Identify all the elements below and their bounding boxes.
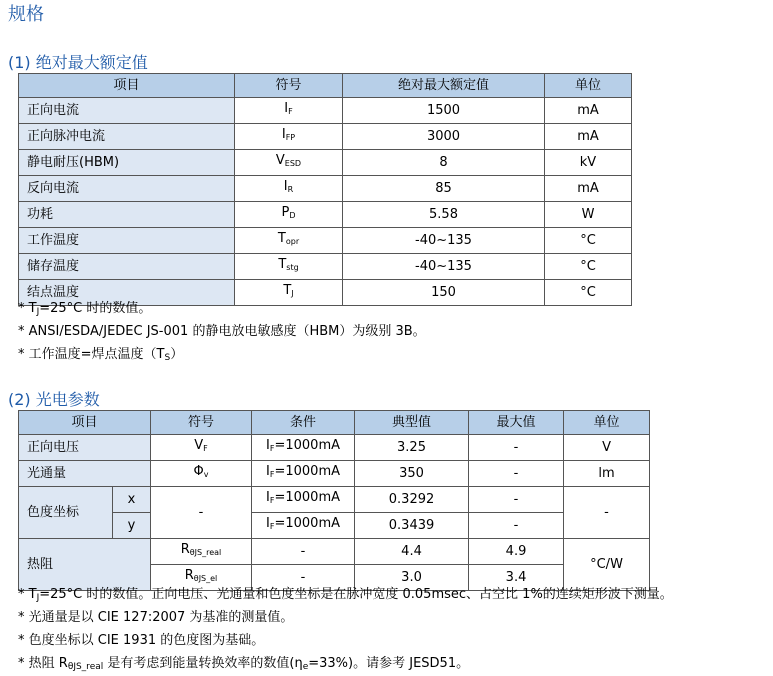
table-row [19,150,632,176]
section-heading-abs-max: (1) 绝对最大额定值 [8,53,148,72]
row-max: - [469,435,564,461]
row-unit: mA [545,176,632,202]
row-max: - [469,487,564,513]
row-unit: lm [564,461,650,487]
row-unit: V [564,435,650,461]
note-opt-3: * 色度坐标以 CIE 1931 的色度图为基础。 [18,633,265,648]
header-symbol: 符号 [151,411,252,435]
row-symbol: $I_R$ [235,176,343,202]
row-max: 3.4 [469,565,564,591]
row-typical: 3.25 [355,435,469,461]
row-value: 3000 [343,124,545,150]
row-item: 正向脉冲电流 [19,124,235,150]
row-unit: kV [545,150,632,176]
row-unit: mA [545,98,632,124]
row-symbol: $T_{opr}$ [235,228,343,254]
row-symbol: $V_F$ [151,435,252,461]
row-symbol: $I_F$ [235,98,343,124]
row-unit: W [545,202,632,228]
row-condition: $I_F=1000mA$ [252,435,355,461]
row-condition: - [252,565,355,591]
row-typical: 350 [355,461,469,487]
row-unit: - [564,487,650,539]
row-item: 结点温度 [19,280,235,306]
row-unit: mA [545,124,632,150]
header-rating: 绝对最大额定值 [343,74,545,98]
row-item: 色度坐标 [19,487,113,539]
row-symbol: $I_{FP}$ [235,124,343,150]
table-row [19,435,650,461]
row-item: 热阻 [19,539,151,591]
row-symbol: - [151,487,252,539]
page-title: 规格 [8,4,44,25]
row-symbol: $T_J$ [235,280,343,306]
section-heading-optical: (2) 光电参数 [8,390,100,409]
row-unit: °C [545,280,632,306]
row-typical: 0.3439 [355,513,469,539]
row-unit: °C [545,228,632,254]
abs-max-table [18,73,632,306]
row-value: 85 [343,176,545,202]
table-row [19,228,632,254]
optical-table [18,410,650,591]
table-row [19,539,650,565]
table-row [19,461,650,487]
note-opt-4: * 热阻 $R_{\theta JS\_real}$ 是有考虑到能量转换效率的数值$(\eta_e=33\%)$。请参考 JESD51。 [18,656,470,672]
row-max: - [469,461,564,487]
header-max: 最大值 [469,411,564,435]
header-typical: 典型值 [355,411,469,435]
note-opt-2: * 光通量是以 CIE 127:2007 为基准的测量值。 [18,610,294,625]
row-unit: °C [545,254,632,280]
row-condition: $I_F=1000mA$ [252,487,355,513]
table-header-row [19,74,632,98]
header-symbol: 符号 [235,74,343,98]
row-symbol: $P_D$ [235,202,343,228]
row-typical: 4.4 [355,539,469,565]
row-item: 光通量 [19,461,151,487]
row-item: 静电耐压(HBM) [19,150,235,176]
row-value: 1500 [343,98,545,124]
row-symbol: $\Phi_v$ [151,461,252,487]
row-item: 反向电流 [19,176,235,202]
row-value: 150 [343,280,545,306]
row-item: 储存温度 [19,254,235,280]
row-item: 正向电流 [19,98,235,124]
row-value: 5.58 [343,202,545,228]
row-symbol: $R_{\theta JS\_el}$ [151,565,252,591]
row-symbol: $T_{stg}$ [235,254,343,280]
row-item: 工作温度 [19,228,235,254]
table-row [19,176,632,202]
row-max: 4.9 [469,539,564,565]
note-opt-1: * $T_J=25^\circ C$ 时的数值。正向电压、光通量和色度坐标是在脉冲宽度 0.05msec、占空比 1%的连续矩形波下测量。 [18,587,673,603]
header-condition: 条件 [252,411,355,435]
row-condition: - [252,539,355,565]
table-row [19,124,632,150]
row-value: -40~135 [343,228,545,254]
row-subitem-y: y [113,513,151,539]
header-item: 项目 [19,74,235,98]
header-item: 项目 [19,411,151,435]
table-row [19,487,650,513]
row-item: 正向电压 [19,435,151,461]
note-abs-1: * $T_J=25^\circ C$ 时的数值。 [18,301,152,317]
row-symbol: $R_{\theta JS\_real}$ [151,539,252,565]
row-typical: 0.3292 [355,487,469,513]
table-row [19,98,632,124]
row-condition: $I_F=1000mA$ [252,461,355,487]
row-value: -40~135 [343,254,545,280]
note-abs-3: * 工作温度=焊点温度$(T_S)$ [18,347,184,363]
row-subitem-x: x [113,487,151,513]
row-symbol: $V_{ESD}$ [235,150,343,176]
table-row [19,202,632,228]
row-value: 8 [343,150,545,176]
row-condition: $I_F=1000mA$ [252,513,355,539]
row-item: 功耗 [19,202,235,228]
note-abs-2: * ANSI/ESDA/JEDEC JS-001 的静电放电敏感度（HBM）为级别 3B。 [18,324,426,339]
row-max: - [469,513,564,539]
row-typical: 3.0 [355,565,469,591]
row-unit: °C/W [564,539,650,591]
table-row [19,513,650,539]
table-header-row [19,411,650,435]
header-unit: 单位 [545,74,632,98]
table-row [19,254,632,280]
header-unit: 单位 [564,411,650,435]
